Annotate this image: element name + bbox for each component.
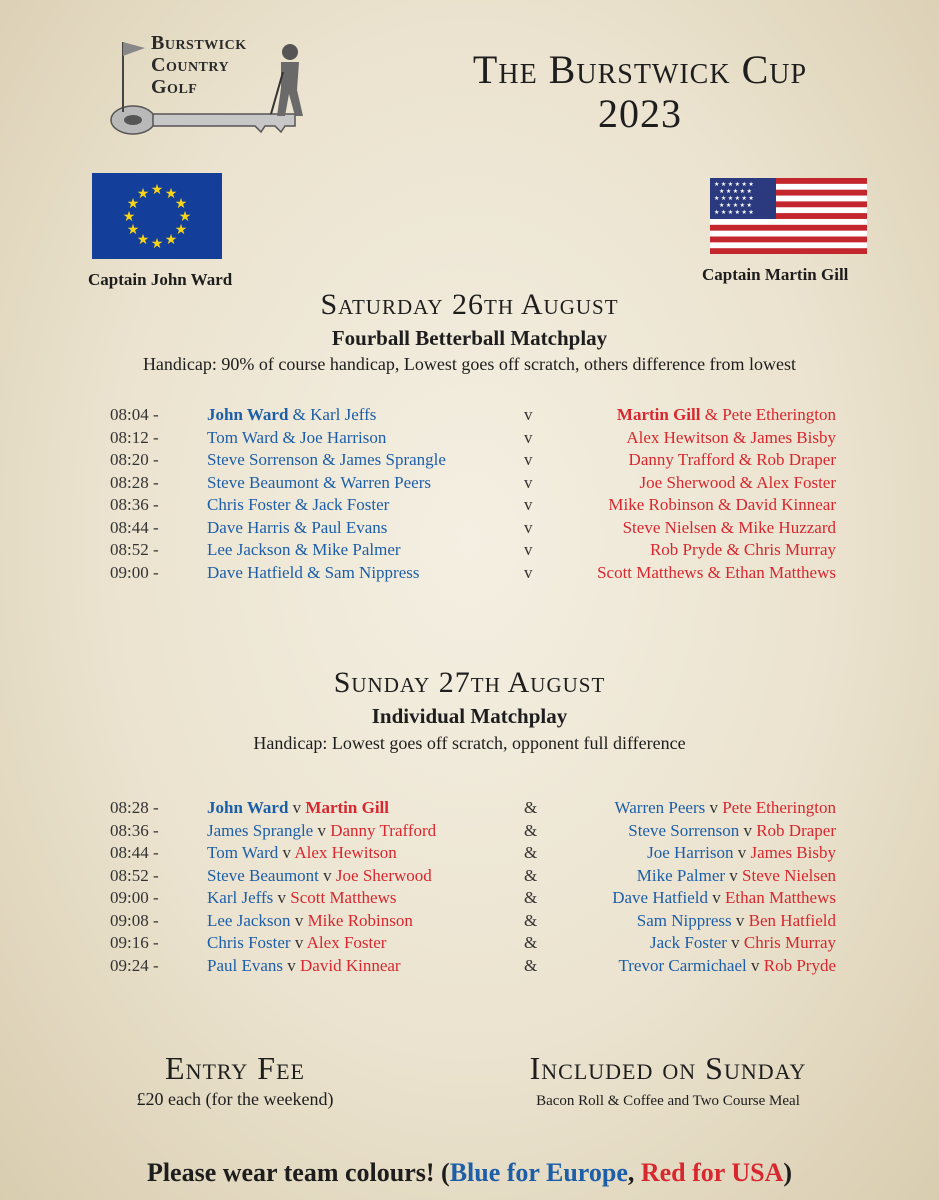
right-match	[615, 798, 836, 818]
and-label: &	[524, 910, 538, 930]
right-match	[612, 888, 836, 908]
note-suffix: )	[783, 1158, 793, 1187]
player-name: Mike Palmer	[636, 865, 726, 885]
and-label: &	[524, 820, 538, 840]
player-name: Warren Peers	[340, 472, 431, 492]
saturday-heading: Saturday 26th August	[320, 288, 619, 321]
player-name: Dave Hatfield	[207, 562, 303, 582]
player-name: Chris Foster	[207, 495, 291, 514]
included-heading: Included on Sunday	[529, 1050, 807, 1086]
versus-join: v	[733, 843, 751, 862]
usa-pair	[650, 540, 836, 560]
player-name: Danny Trafford	[330, 820, 437, 840]
player-name: Pete Etherington	[722, 798, 836, 817]
player-name: Alex Hewitson	[626, 427, 729, 447]
us-flag-icon	[710, 178, 867, 254]
versus-join: v	[290, 933, 307, 952]
right-match	[628, 821, 836, 841]
player-name: Steve Nielsen	[622, 517, 717, 537]
player-name: Chris Murray	[743, 540, 836, 559]
pair-join: &	[318, 472, 341, 492]
pair-join: &	[289, 517, 312, 537]
note-prefix: Please wear team colours! (	[146, 1158, 450, 1187]
svg-text:★: ★	[126, 223, 140, 238]
versus-label: v	[524, 517, 533, 537]
usa-pair	[597, 563, 836, 583]
saturday-format: Fourball Betterball Matchplay	[331, 326, 608, 350]
left-match	[207, 956, 401, 976]
player-name: Scott Matthews	[597, 562, 704, 582]
tee-time: 09:24 -	[110, 955, 159, 975]
europe-pair	[207, 518, 387, 538]
logo-line-1: Burstwick	[151, 32, 247, 54]
versus-join: v	[726, 933, 744, 952]
left-match	[207, 911, 413, 931]
player-name: Ben Hatfield	[748, 910, 836, 930]
entry-fee-heading: Entry Fee	[165, 1050, 305, 1086]
player-name: John Ward	[207, 405, 289, 424]
note-blue: Blue for Europe	[449, 1158, 628, 1187]
player-name: Sam Nippress	[324, 562, 420, 582]
player-name: Tom Ward	[207, 427, 279, 447]
europe-pair	[207, 428, 386, 448]
versus-label: v	[524, 472, 533, 492]
tee-time: 08:28 -	[110, 798, 159, 817]
player-name: Steve Beaumont	[207, 472, 319, 492]
sunday-handicap: Handicap: Lowest goes off scratch, opponent full difference	[253, 733, 686, 753]
tee-time: 08:04 -	[110, 405, 159, 424]
europe-captain: Captain John Ward	[88, 270, 233, 289]
right-match	[650, 933, 836, 953]
pair-join: &	[700, 405, 723, 424]
versus-join: v	[725, 865, 743, 885]
table-row	[0, 911, 939, 933]
europe-pair	[207, 405, 376, 425]
tee-time: 08:12 -	[110, 427, 159, 447]
player-name: Karl Jeffs	[310, 405, 377, 424]
europe-pair	[207, 540, 401, 560]
svg-text:★: ★	[122, 210, 136, 225]
page-title	[380, 48, 900, 136]
versus-join: v	[318, 865, 336, 885]
entry-fee-text: £20 each (for the weekend)	[136, 1089, 334, 1109]
pair-join: &	[288, 405, 311, 424]
player-name: Chris Murray	[743, 933, 836, 952]
table-row	[0, 495, 939, 517]
versus-join: v	[705, 798, 723, 817]
svg-text:★: ★	[126, 197, 140, 212]
usa-pair	[626, 428, 836, 448]
tee-time: 08:36 -	[110, 820, 159, 840]
pair-join: &	[302, 562, 325, 582]
player-name: Karl Jeffs	[207, 888, 274, 907]
player-name: Joe Harrison	[300, 427, 387, 447]
player-name: James Sprangle	[339, 450, 446, 469]
player-name: Lee Jackson	[207, 540, 291, 559]
player-name: James Bisby	[750, 427, 836, 447]
versus-label: v	[524, 450, 533, 469]
player-name: James Sprangle	[207, 820, 314, 840]
team-colours-note	[0, 1158, 939, 1188]
table-row	[0, 473, 939, 495]
right-match	[647, 843, 836, 863]
and-label: &	[524, 865, 538, 885]
player-name: Alex Foster	[306, 933, 387, 952]
player-name: Warren Peers	[614, 798, 706, 817]
svg-text:★: ★	[150, 183, 164, 198]
pair-join: &	[734, 450, 757, 469]
table-row	[0, 798, 939, 820]
left-match	[207, 798, 389, 818]
tee-time: 08:36 -	[110, 495, 159, 514]
svg-text:★ ★ ★ ★ ★: ★ ★ ★ ★ ★	[719, 189, 752, 195]
club-logo	[105, 28, 310, 146]
tee-time: 09:00 -	[110, 562, 159, 582]
versus-label: v	[524, 405, 533, 424]
table-row	[0, 563, 939, 585]
left-match	[207, 843, 397, 863]
and-label: &	[524, 888, 538, 907]
table-row	[0, 540, 939, 562]
note-comma: ,	[627, 1158, 641, 1187]
player-name: Alex Foster	[756, 472, 836, 492]
player-name: Ethan Matthews	[725, 562, 836, 582]
tee-time: 08:20 -	[110, 450, 159, 469]
versus-label: v	[524, 562, 533, 582]
left-match	[207, 888, 397, 908]
player-name: Martin Gill	[616, 405, 701, 424]
player-name: Joe Sherwood	[639, 472, 736, 492]
europe-pair	[207, 473, 431, 493]
tee-time: 08:52 -	[110, 865, 159, 885]
tee-time: 08:44 -	[110, 843, 159, 862]
sunday-heading: Sunday 27th August	[333, 666, 606, 699]
pair-join: &	[713, 495, 736, 514]
versus-label: v	[524, 427, 533, 447]
tee-time: 09:08 -	[110, 910, 159, 930]
player-name: Joe Harrison	[647, 843, 734, 862]
right-match	[637, 911, 836, 931]
versus-label: v	[524, 540, 533, 559]
player-name: Danny Trafford	[628, 450, 735, 469]
svg-text:★: ★	[174, 197, 188, 212]
and-label: &	[524, 798, 538, 817]
player-name: Steve Sorrenson	[628, 820, 740, 840]
usa-pair	[629, 450, 836, 470]
pair-join: &	[703, 562, 726, 582]
player-name: Rob Pryde	[763, 955, 836, 975]
player-name: Lee Jackson	[207, 910, 291, 930]
table-row	[0, 956, 939, 978]
versus-join: v	[278, 843, 295, 862]
and-label: &	[524, 955, 538, 975]
entry-fee-block	[110, 1050, 360, 1110]
svg-text:★: ★	[136, 187, 150, 202]
table-row	[0, 888, 939, 910]
tee-time: 08:44 -	[110, 517, 159, 537]
versus-join: v	[731, 910, 749, 930]
left-match	[207, 821, 436, 841]
table-row	[0, 428, 939, 450]
player-name: Jack Foster	[649, 933, 727, 952]
table-row	[0, 933, 939, 955]
player-name: Mike Palmer	[312, 540, 401, 559]
versus-join: v	[290, 910, 308, 930]
logo-line-3: Golf	[151, 76, 198, 98]
usa-pair	[640, 473, 836, 493]
title-line-1: The Burstwick Cup	[472, 47, 808, 92]
player-name: Dave Hatfield	[612, 888, 709, 907]
svg-text:★ ★ ★ ★ ★ ★: ★ ★ ★ ★ ★ ★	[714, 210, 754, 216]
europe-pair	[207, 450, 446, 470]
player-name: Martin Gill	[305, 798, 389, 817]
pair-join: &	[317, 450, 340, 469]
player-name: Alex Hewitson	[294, 843, 397, 862]
versus-join: v	[313, 820, 331, 840]
table-row	[0, 843, 939, 865]
usa-pair	[608, 495, 836, 515]
player-name: Rob Draper	[756, 820, 836, 840]
player-name: Mike Robinson	[307, 910, 413, 930]
table-row	[0, 821, 939, 843]
player-name: Mike Huzzard	[738, 517, 836, 537]
saturday-handicap: Handicap: 90% of course handicap, Lowest goes off scratch, others difference from lowest	[142, 354, 797, 374]
europe-pair	[207, 495, 389, 515]
and-label: &	[524, 843, 538, 862]
player-name: Trevor Carmichael	[618, 955, 747, 975]
logo-line-2: Country	[151, 54, 230, 76]
usa-pair	[623, 518, 836, 538]
player-name: Chris Foster	[207, 933, 291, 952]
left-match	[207, 866, 432, 886]
eu-flag-icon	[92, 173, 222, 259]
pair-join: &	[722, 540, 744, 559]
versus-join: v	[739, 820, 757, 840]
europe-pair	[207, 563, 419, 583]
player-name: Steve Sorrenson	[207, 450, 318, 469]
pair-join: &	[278, 427, 300, 447]
and-label: &	[524, 933, 538, 952]
player-name: Steve Beaumont	[207, 865, 319, 885]
title-line-2: 2023	[598, 91, 682, 136]
svg-text:★: ★	[164, 187, 178, 202]
svg-text:★ ★ ★ ★ ★ ★: ★ ★ ★ ★ ★ ★	[714, 196, 754, 202]
versus-join: v	[273, 888, 291, 907]
player-name: James Bisby	[750, 843, 836, 862]
player-name: Scott Matthews	[290, 888, 397, 907]
player-name: Pete Etherington	[722, 405, 836, 424]
table-row	[0, 450, 939, 472]
right-match	[618, 956, 836, 976]
player-name: Rob Draper	[756, 450, 836, 469]
player-name: Joe Sherwood	[335, 865, 432, 885]
note-red: Red for USA	[640, 1158, 784, 1187]
player-name: Mike Robinson	[608, 495, 714, 514]
tee-time: 08:28 -	[110, 472, 159, 492]
player-name: Paul Evans	[311, 517, 388, 537]
table-row	[0, 866, 939, 888]
pair-join: &	[290, 540, 313, 559]
player-name: Rob Pryde	[649, 540, 723, 559]
versus-join: v	[283, 955, 301, 975]
logo-text	[151, 32, 247, 98]
table-row	[0, 405, 939, 427]
player-name: Jack Foster	[312, 495, 390, 514]
sunday-format: Individual Matchplay	[371, 704, 568, 728]
player-name: David Kinnear	[735, 495, 836, 514]
left-match	[207, 933, 386, 953]
svg-text:★: ★	[136, 233, 150, 248]
tee-time: 08:52 -	[110, 540, 159, 559]
versus-join: v	[746, 955, 764, 975]
svg-text:★: ★	[150, 237, 164, 252]
versus-join: v	[288, 798, 306, 817]
player-name: John Ward	[207, 798, 289, 817]
player-name: Dave Harris	[207, 517, 290, 537]
usa-pair	[617, 405, 836, 425]
player-name: Sam Nippress	[636, 910, 732, 930]
versus-join: v	[708, 888, 726, 907]
included-text: Bacon Roll & Coffee and Two Course Meal	[536, 1093, 800, 1109]
svg-text:★: ★	[178, 210, 192, 225]
player-name: Steve Nielsen	[742, 865, 836, 885]
player-name: Tom Ward	[207, 843, 279, 862]
player-name: David Kinnear	[300, 955, 401, 975]
svg-text:★ ★ ★ ★ ★ ★: ★ ★ ★ ★ ★ ★	[714, 182, 754, 188]
tee-time: 09:00 -	[110, 888, 159, 907]
pair-join: &	[290, 495, 313, 514]
pair-join: &	[728, 427, 751, 447]
svg-text:★ ★ ★ ★ ★: ★ ★ ★ ★ ★	[719, 203, 752, 209]
table-row	[0, 518, 939, 540]
included-block	[490, 1050, 846, 1110]
usa-captain: Captain Martin Gill	[702, 265, 849, 284]
tee-time: 09:16 -	[110, 933, 159, 952]
svg-text:★: ★	[174, 223, 188, 238]
player-name: Paul Evans	[207, 955, 284, 975]
pair-join: &	[716, 517, 739, 537]
player-name: Ethan Matthews	[725, 888, 836, 907]
right-match	[637, 866, 836, 886]
versus-label: v	[524, 495, 533, 514]
pair-join: &	[735, 472, 757, 492]
svg-text:★: ★	[164, 233, 178, 248]
